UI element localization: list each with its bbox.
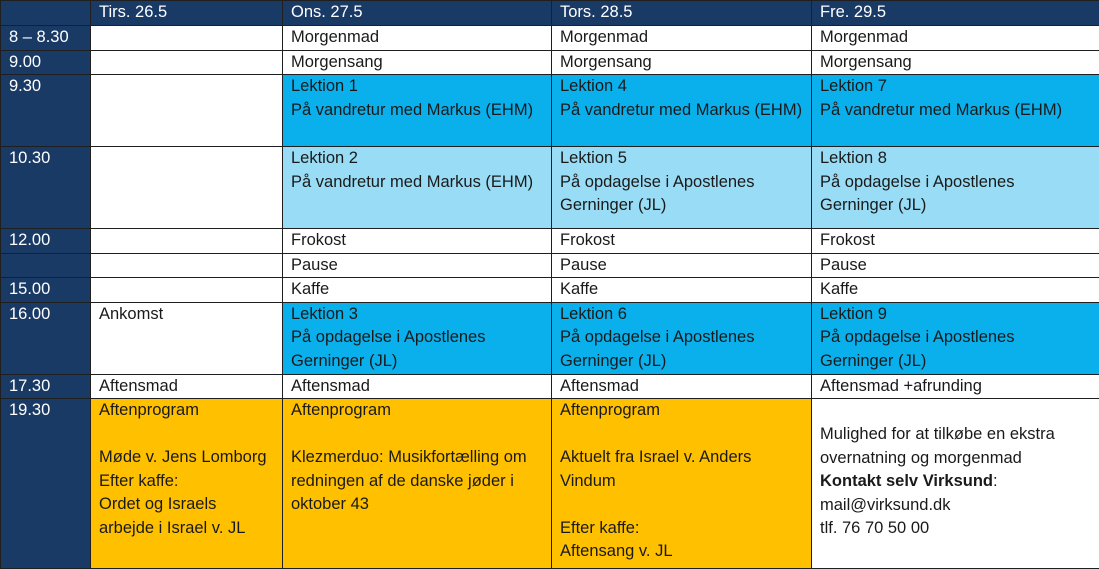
schedule-cell: Morgensang <box>283 50 552 75</box>
header-row <box>1 1 1099 26</box>
lesson-cell <box>812 147 1099 229</box>
lesson-title: Lektion 1 <box>291 75 543 99</box>
schedule-cell: Pause <box>812 253 1099 278</box>
schedule-cell: Kaffe <box>812 278 1099 303</box>
day-header-thu: Tors. 28.5 <box>552 1 812 26</box>
lesson-cell <box>283 75 552 147</box>
lesson-desc: På opdagelse i Apostlenes Gerninger (JL) <box>291 326 543 373</box>
schedule-cell: Pause <box>552 253 812 278</box>
lesson-title: Lektion 9 <box>820 303 1091 327</box>
evening-title: Aftenprogram <box>291 399 543 423</box>
lesson-cell <box>283 147 552 229</box>
time-cell: 9.30 <box>1 75 91 147</box>
schedule-row <box>1 26 1099 51</box>
schedule-cell: Frokost <box>552 229 812 254</box>
spacer <box>560 493 803 517</box>
arrival-text: Ankomst <box>99 303 274 327</box>
evening-text: Klezmerduo: Musikfortælling om redningen af de danske jøder i oktober 43 <box>291 446 543 517</box>
spacer <box>99 423 274 447</box>
schedule-cell: Aftensmad +afrunding <box>812 374 1099 399</box>
lesson-cell <box>552 75 812 147</box>
lesson-title: Lektion 7 <box>820 75 1091 99</box>
time-cell <box>1 253 91 278</box>
schedule-cell <box>91 229 283 254</box>
day-header-tue: Tirs. 26.5 <box>91 1 283 26</box>
schedule-cell <box>91 75 283 147</box>
schedule-cell: Pause <box>283 253 552 278</box>
schedule-row <box>1 229 1099 254</box>
schedule-cell <box>91 147 283 229</box>
lesson-title: Lektion 5 <box>560 147 803 171</box>
schedule-row <box>1 147 1099 229</box>
header-corner <box>1 1 91 26</box>
evening-program-cell <box>91 399 283 569</box>
schedule-cell: Morgenmad <box>283 26 552 51</box>
schedule-cell: Morgensang <box>812 50 1099 75</box>
evening-text: Aktuelt fra Israel v. Anders Vindum <box>560 446 803 493</box>
schedule-row <box>1 278 1099 303</box>
lesson-desc: På opdagelse i Apostlenes Gerninger (JL) <box>560 171 803 218</box>
schedule-cell <box>91 50 283 75</box>
schedule-cell: Aftensmad <box>91 374 283 399</box>
schedule-cell <box>91 302 283 374</box>
email-text: mail@virksund.dk <box>820 494 1091 518</box>
lesson-desc: På vandretur med Markus (EHM) <box>291 171 543 195</box>
contact-line <box>820 470 1091 494</box>
day-header-wed: Ons. 27.5 <box>283 1 552 26</box>
phone-text: tlf. 76 70 50 00 <box>820 517 1091 541</box>
lesson-desc: På opdagelse i Apostlenes Gerninger (JL) <box>820 326 1091 373</box>
evening-text: Møde v. Jens Lomborg <box>99 446 274 470</box>
time-cell: 17.30 <box>1 374 91 399</box>
contact-colon: : <box>993 472 998 490</box>
schedule-cell: Kaffe <box>283 278 552 303</box>
schedule-cell: Morgensang <box>552 50 812 75</box>
schedule-row <box>1 75 1099 147</box>
lesson-desc: På opdagelse i Apostlenes Gerninger (JL) <box>560 326 803 373</box>
evening-program-cell <box>283 399 552 569</box>
schedule-row <box>1 399 1099 569</box>
time-cell: 9.00 <box>1 50 91 75</box>
schedule-row <box>1 253 1099 278</box>
schedule-cell: Aftensmad <box>552 374 812 399</box>
schedule-cell <box>91 253 283 278</box>
lesson-cell <box>552 302 812 374</box>
time-cell: 12.00 <box>1 229 91 254</box>
spacer <box>291 423 543 447</box>
lesson-title: Lektion 2 <box>291 147 543 171</box>
evening-title: Aftenprogram <box>560 399 803 423</box>
evening-text: Aftensang v. JL <box>560 540 803 564</box>
time-cell: 16.00 <box>1 302 91 374</box>
evening-title: Aftenprogram <box>99 399 274 423</box>
time-cell: 10.30 <box>1 147 91 229</box>
spacer <box>560 423 803 447</box>
schedule-cell: Frokost <box>283 229 552 254</box>
lesson-cell <box>812 302 1099 374</box>
lesson-title: Lektion 4 <box>560 75 803 99</box>
time-cell: 19.30 <box>1 399 91 569</box>
lesson-desc: På vandretur med Markus (EHM) <box>820 99 1091 123</box>
lesson-desc: På vandretur med Markus (EHM) <box>291 99 543 123</box>
lesson-cell <box>812 75 1099 147</box>
lesson-cell <box>552 147 812 229</box>
time-cell: 8 – 8.30 <box>1 26 91 51</box>
extra-night-text: Mulighed for at tilkøbe en ekstra overnatning og morgenmad <box>820 423 1091 470</box>
schedule-cell <box>91 278 283 303</box>
schedule-cell: Morgenmad <box>812 26 1099 51</box>
lesson-desc: På opdagelse i Apostlenes Gerninger (JL) <box>820 171 1091 218</box>
schedule-cell: Kaffe <box>552 278 812 303</box>
day-header-fri: Fre. 29.5 <box>812 1 1099 26</box>
schedule-row <box>1 374 1099 399</box>
lesson-title: Lektion 6 <box>560 303 803 327</box>
schedule-row <box>1 302 1099 374</box>
lesson-title: Lektion 3 <box>291 303 543 327</box>
schedule-row <box>1 50 1099 75</box>
extra-night-cell <box>812 399 1099 569</box>
evening-text: Ordet og Israels arbejde i Israel v. JL <box>99 493 274 540</box>
evening-text: Efter kaffe: <box>99 470 274 494</box>
schedule-cell: Morgenmad <box>552 26 812 51</box>
schedule-cell: Frokost <box>812 229 1099 254</box>
contact-label: Kontakt selv Virksund <box>820 472 993 490</box>
schedule-cell: Aftensmad <box>283 374 552 399</box>
lesson-desc: På vandretur med Markus (EHM) <box>560 99 803 123</box>
time-cell: 15.00 <box>1 278 91 303</box>
evening-program-cell <box>552 399 812 569</box>
lesson-cell <box>283 302 552 374</box>
evening-text: Efter kaffe: <box>560 517 803 541</box>
schedule-cell <box>91 26 283 51</box>
lesson-title: Lektion 8 <box>820 147 1091 171</box>
